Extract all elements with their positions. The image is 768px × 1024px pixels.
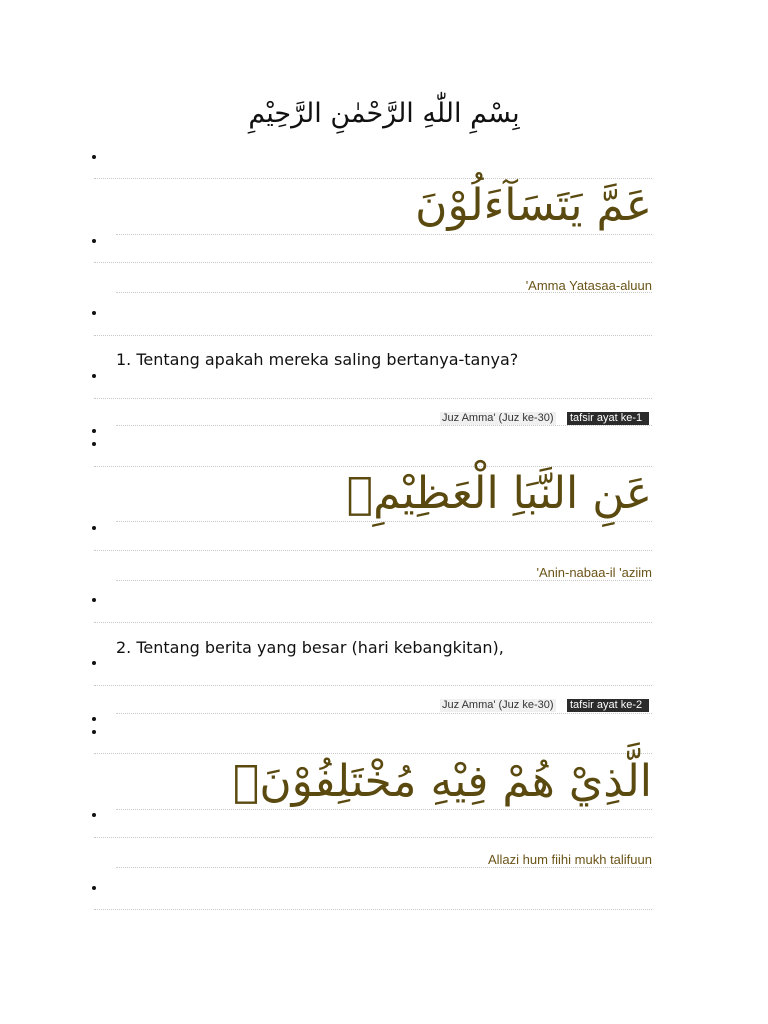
basmala-heading: بِسْمِ اللّٰهِ الرَّحْمٰنِ الرَّحِيْمِ <box>248 98 520 129</box>
list-bullet <box>92 311 96 315</box>
list-bullet <box>92 717 96 721</box>
verse-3-transliteration: Allazi hum fiihi mukh talifuun <box>487 852 652 867</box>
list-bullet <box>92 813 96 817</box>
verse-2-arabic: عَنِ النَّبَاِ الْعَظِيْمِۙ <box>346 468 652 519</box>
verse-2-transliteration: 'Anin-nabaa-il 'aziim <box>536 565 652 580</box>
tafsir-verse-link[interactable]: tafsir ayat ke-1 <box>567 412 649 425</box>
tafsir-verse-link[interactable]: tafsir ayat ke-2 <box>567 699 649 712</box>
juz-amma-link[interactable]: Juz Amma' (Juz ke-30) <box>442 412 554 424</box>
list-bullet <box>92 155 96 159</box>
dotted-divider <box>94 398 652 399</box>
dotted-divider <box>94 335 652 336</box>
dotted-divider <box>116 425 652 426</box>
dotted-divider <box>94 753 652 754</box>
dotted-divider <box>116 580 652 581</box>
dotted-divider <box>116 809 652 810</box>
dotted-divider <box>116 521 652 522</box>
dotted-divider <box>116 867 652 868</box>
list-bullet <box>92 886 96 890</box>
juz-amma-link[interactable]: Juz Amma' (Juz ke-30) <box>442 699 554 711</box>
dotted-divider <box>94 550 652 551</box>
verse-1-arabic: عَمَّ يَتَسَآءَلُوْنَ <box>415 180 652 231</box>
dotted-divider <box>116 234 652 235</box>
list-bullet <box>92 730 96 734</box>
list-bullet <box>92 598 96 602</box>
dotted-divider <box>116 292 652 293</box>
dotted-divider <box>94 466 652 467</box>
list-bullet <box>92 442 96 446</box>
list-bullet <box>92 661 96 665</box>
dotted-divider <box>94 909 652 910</box>
verse-3-arabic: الَّذِيْ هُمْ فِيْهِ مُخْتَلِفُوْنَۗ <box>232 756 652 807</box>
verse-2-translation: 2. Tentang berita yang besar (hari kebangkitan), <box>116 638 504 657</box>
list-bullet <box>92 526 96 530</box>
list-bullet <box>92 239 96 243</box>
list-bullet <box>92 429 96 433</box>
dotted-divider <box>94 178 652 179</box>
list-bullet <box>92 374 96 378</box>
dotted-divider <box>94 685 652 686</box>
dotted-divider <box>94 837 652 838</box>
dotted-divider <box>94 262 652 263</box>
dotted-divider <box>116 713 652 714</box>
verse-1-transliteration: 'Amma Yatasaa-aluun <box>525 278 652 293</box>
verse-1-translation: 1. Tentang apakah mereka saling bertanya-tanya? <box>116 350 519 369</box>
dotted-divider <box>94 622 652 623</box>
